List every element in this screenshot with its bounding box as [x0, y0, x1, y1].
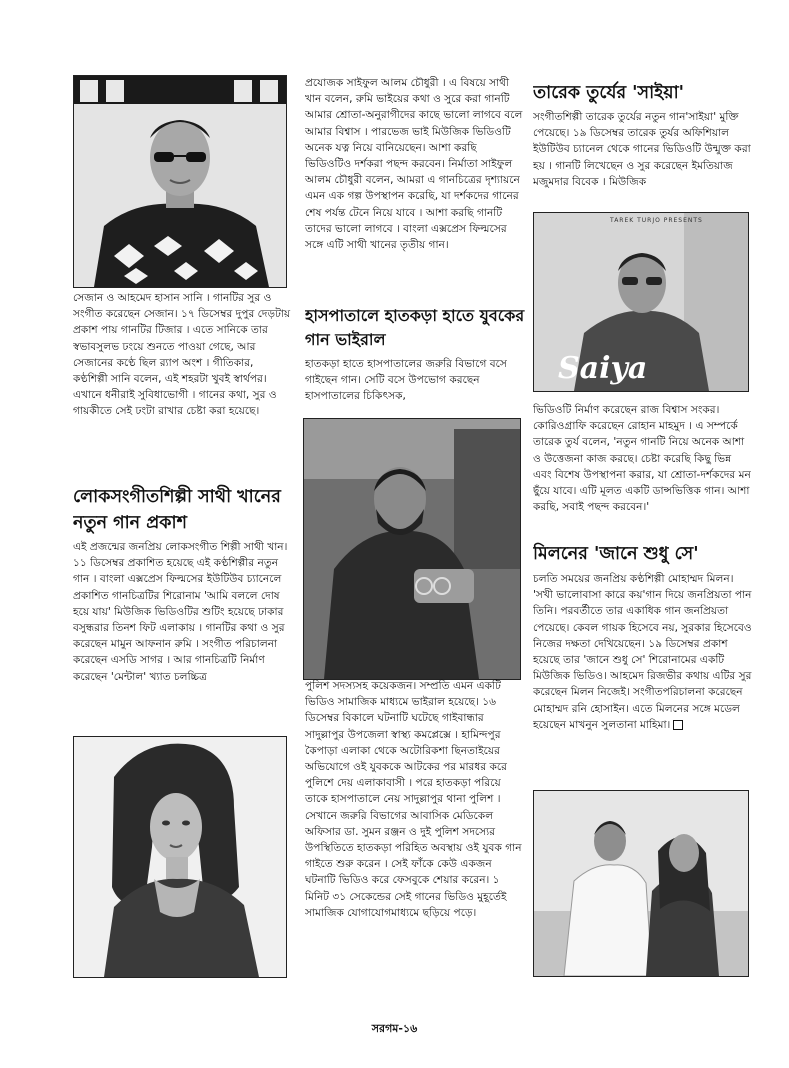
sathi-khan-article-text: এই প্রজন্মের জনপ্রিয় লোকসংগীত শিল্পী সাথী খান। ১১ ডিসেম্বর প্রকাশিত হয়েছে এই কণ্ঠশিল্পীর নতুন গান । বাংলা এক্সপ্রেস ফিল্মসের ইউটিউব চ্যানেলে প্রকাশিত গানচিত্রটির শিরোনাম 'আমি বললে দোষ হয়ে যায়' মিউজিক ভিডিওটির শুটিং হয়েছে ঢাকার বসুন্ধরার তিনশ ফিট এলাকায় । গানটির কথা ও সুর করেছেন মামুন আফনান রুমি । সংগীত পরিচালনা করেছেন এসডি সাগর । আর গানচিত্রটি নির্মাণ করেছেন 'মেন্টাল' খ্যাত চলচ্চিত্র	[73, 541, 288, 683]
end-of-article-mark	[673, 720, 683, 730]
photo-singer-sunglasses	[73, 75, 287, 288]
tarek-turjo-headline: তারেক তুর্যের 'সাইয়া'	[533, 83, 684, 103]
sathi-khan-headline: লোকসংগীতশিল্পী সাথী খানের নতুন গান প্রকাশ	[73, 487, 281, 533]
milon-article-body: চলতি সময়ের জনপ্রিয় কণ্ঠশিল্পী মোহাম্মদ মিলন। 'সখী ভালোবাসা কারে কয়'গান দিয়ে জনপ্রিয়তা পান তিনি। পরবর্তীতে তার একাধিক গান জনপ্রিয়তা পেয়েছে। কেবল গায়ক হিসেবে নয়, সুরকার হিসেবেও নিজের দক্ষতা দেখিয়েছেন। ১৯ ডিসেম্বর প্রকাশ হয়েছে তার 'জানে শুধু সে' শিরোনামের একটি মিউজিক ভিডিও। আহমেদ রিজভীর কথায় এটির সুর করেছেন মিলন নিজেই। সংগীতপরিচালনা করেছেন মোহাম্মদ রনি হোসাইন। এতে মিলনের সঙ্গে মডেল হয়েছেন মাখনুন সুলতানা মাহিমা।	[533, 573, 752, 731]
photo-female-singer	[73, 736, 287, 978]
saiya-poster	[533, 212, 749, 392]
photo-hospital-man	[303, 418, 521, 680]
poster-title: Saiya	[558, 351, 648, 386]
photo-milon-couple	[533, 790, 749, 977]
tarek-turjo-article-text: সংগীতশিল্পী তারেক তুর্যের নতুন গান'সাইয়া' মুক্তি পেয়েছে। ১৯ ডিসেম্বর তারেক তুর্যর অফিশিয়াল ইউটিউব চ্যানেল থেকে গানের ভিডিওটি উন্মুক্ত করা হয় । গানটি লিখেছেন ও সুর করেছেন ইমতিয়াজ মজুমদার বিবেক । মিউজিক	[533, 111, 751, 188]
hospital-handcuff-headline: হাসপাতালে হাতকড়া হাতে যুবকের গান ভাইরাল	[305, 306, 525, 349]
milon-article-text	[533, 571, 753, 767]
page-footer: সরগম-১৬	[371, 1022, 418, 1035]
hospital-article-text: পুলিশ সদস্যসহ কয়েকজন। সম্প্রতি এমন একটি ভিডিও সামাজিক মাধ্যমে ভাইরাল হয়েছে। ১৬ ডিসেম্বর বিকালে ঘটনাটি ঘটেছে গাইবান্ধার সাদুল্লাপুর উপজেলা স্বাস্থ্য কমপ্লেক্সে । হামিন্দপুর কৈপাড়া এলাকা থেকে অটোরিকশা ছিনতাইয়ের অভিযোগে ওই যুবককে আটকের পর মারধর করে পুলিশে দেয় এলাকাবাসী । পরে হাতকড়া পরিয়ে তাকে হাসপাতালে নেয় সাদুল্লাপুর থানা পুলিশ । সেখানে জরুরি বিভাগের আবাসিক মেডিকেল অফিসার ডা. সুমন রঞ্জন ও দুই পুলিশ সদস্যের উপস্থিতিতে হাতকড়া পরিহিত অবস্থায় ওই যুবক গান গাইতে শুরু করেন । সেই ফাঁকে কেউ একজন ঘটনাটি ভিডিও করে ফেসবুকে শেয়ার করেন। ১ মিনিট ৩১ সেকেন্ডের সেই গানের ভিডিও মুহূর্তেই সামাজিক যোগাযোগমাধ্যমে ছড়িয়ে পড়ে।	[305, 680, 522, 919]
tarek-turjo-article-continued: ভিডিওটি নির্মাণ করেছেন রাজ বিশ্বাস সংকর। কোরিওগ্রাফি করেছেন রোহান মাহমুদ । এ সম্পর্কে তারেক তুর্য বলেন, 'নতুন গানটি নিয়ে অনেক আশা ও উত্তেজনা কাজ করছে। চেষ্টা করেছি কিছু ভিন্ন এবং বিশেষ উপস্থাপনা করার, যা শ্রোতা-দর্শকদের মন ছুঁয়ে যাবে। এটি মূলত একটি ডান্সভিত্তিক গান। আশা করছি, সবাই পছন্দ করবেন।'	[533, 404, 751, 514]
poster-presents-text: TAREK TURJO PRESENTS	[610, 217, 703, 224]
sunny-article-text: সেজান ও আহমেদ হাসান সানি । গানটির সুর ও সংগীত করেছেন সেজান। ১৭ ডিসেম্বর দুপুর দেড়টায় প্রকাশ পায় গানটির টিজার । এতে সানিকে তার স্বভাবসুলভ ঢংয়ে শুনতে পাওয়া গেছে, আর সেজানের কণ্ঠে ছিল র‌্যাপ অংশ । গীতিকার, কণ্ঠশিল্পী সানি বলেন, এই শহরটা খুবই স্বার্থপর। এখানে ধনীরাই সুবিধাভোগী । গানের কথা, সুর ও গায়কীতে সেই ঢংটা রাখার চেষ্টা করা হয়েছে।	[73, 292, 291, 418]
milon-headline: মিলনের 'জানে শুধু সে'	[533, 544, 699, 564]
sathi-khan-article-continued: প্রযোজক সাইফুল আলম চৌধুরী । এ বিষয়ে সাথী খান বলেন, রুমি ভাইয়ের কথা ও সুরে করা গানটি আমার শ্রোতা-অনুরাগীদের কাছে ভালো লাগবে বলে আমার বিশ্বাস । পারভেজ ভাই মিউজিক ভিডিওটি অনেক যত্ন নিয়ে বানিয়েছেন। আশা করছি ভিডিওটিও দর্শকরা পছন্দ করবেন। নির্মাতা সাইফুল আলম চৌধুরী বলেন, আমরা এ গানচিত্রের দৃশ্যায়নে এমন এক গল্প উপস্থাপন করেছি, যা দর্শকদের গানের শেষ পর্যন্ত টেনে নিয়ে যাবে । আশা করছি গানটি তাদের ভালো লাগবে । বাংলা এক্সপ্রেস ফিল্মসের সঙ্গে এটি সাথী খানের তৃতীয় গান।	[305, 77, 523, 252]
hospital-article-intro: হাতকড়া হাতে হাসপাতালের জরুরি বিভাগে বসে গাইছেন গান। সেটি বসে উপভোগ করছেন হাসপাতালের চিকিৎসক,	[305, 358, 507, 403]
